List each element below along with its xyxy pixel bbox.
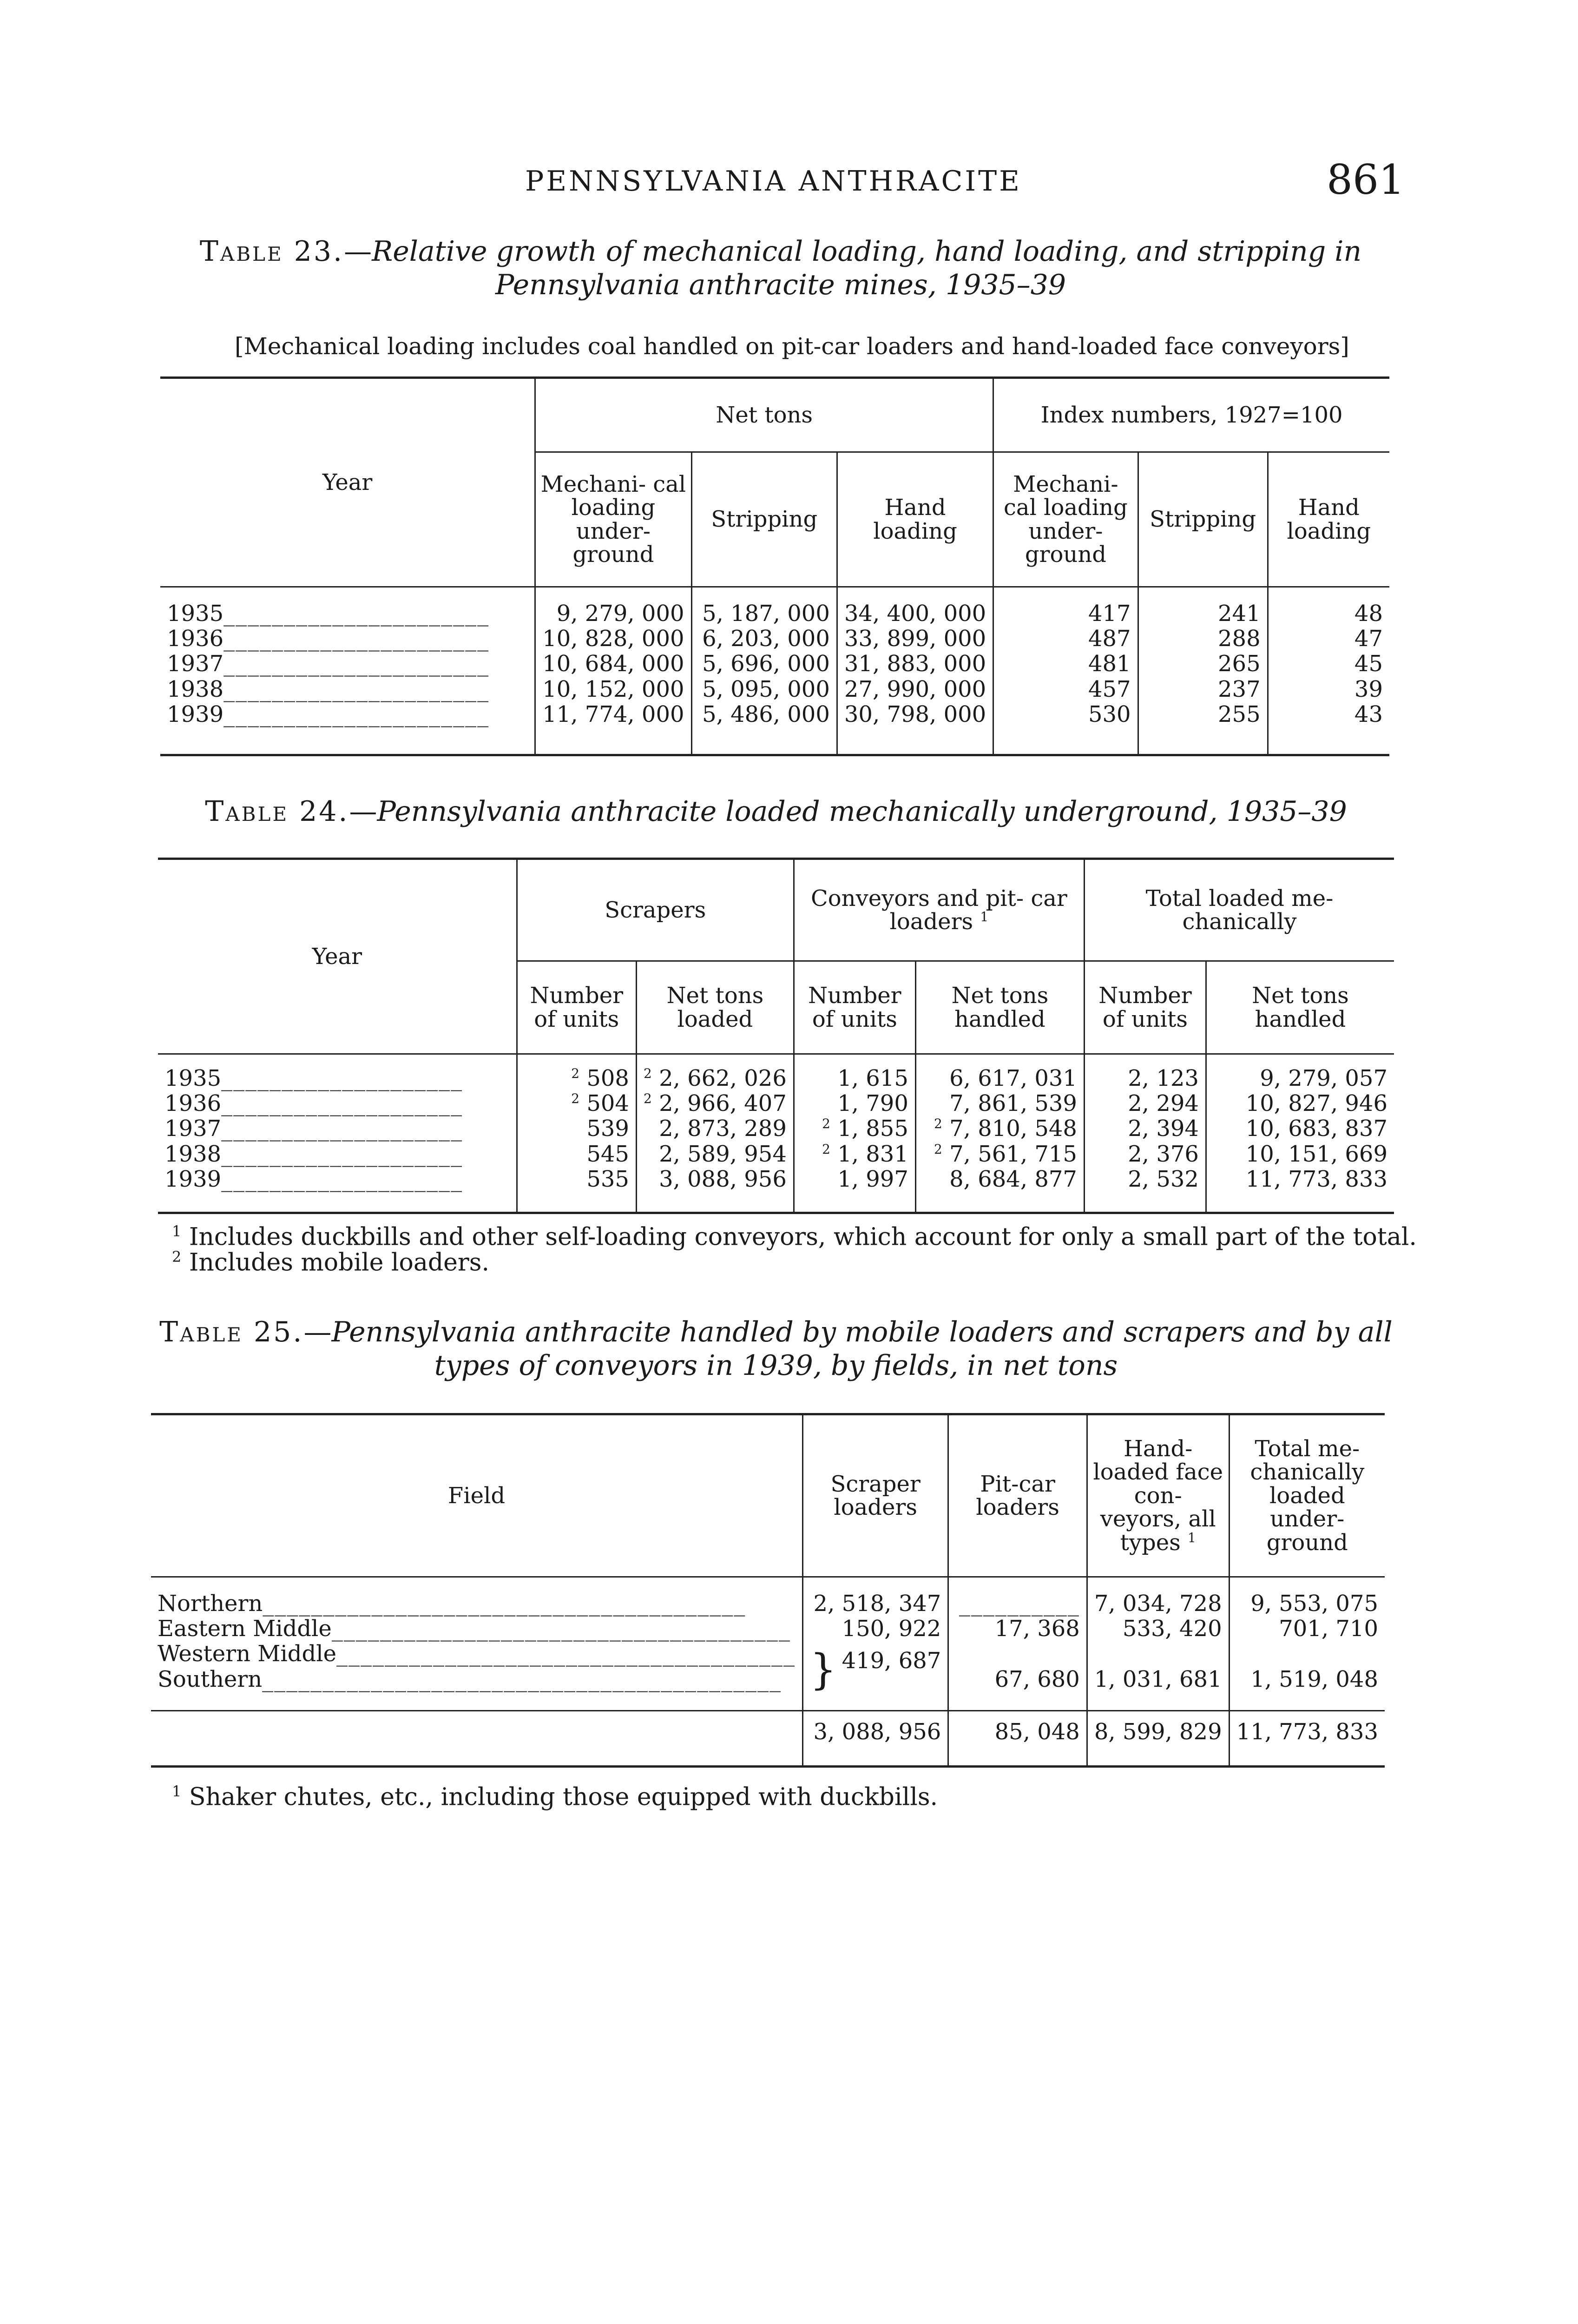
cell-value: 419, 687 [842,1648,941,1674]
table-24-year-header: Year [158,859,517,1054]
cell: 10, 827, 946 [1206,1091,1394,1116]
cell: 237 [1138,677,1268,702]
footnote-ref: 2 [934,1141,942,1157]
year: 1939 [167,701,224,728]
footnote-ref: 1 [980,909,989,924]
year: 1937 [167,651,224,677]
year: 1935 [167,600,224,627]
cell: 1, 790 [837,1090,908,1116]
table-row: 1937______________________ 10, 684, 000 5, 696, 000 31, 883, 000 481 265 45 [160,651,1389,676]
cell: 27, 990, 000 [837,677,993,702]
cell: 545 [586,1141,629,1167]
table-23-index-hand-header: Hand loading [1268,452,1389,587]
cell: 45 [1268,651,1389,676]
cell: 7, 810, 548 [949,1116,1077,1142]
cell: 2, 518, 347 [802,1591,948,1616]
table-row: Southern___________________________________________ [158,1666,782,1692]
table-25-scraper-header: Scraper loaders [802,1414,948,1577]
footnote-number: 2 [172,1248,182,1266]
cell: 457 [993,677,1138,702]
cell: 10, 151, 669 [1206,1142,1394,1167]
table-row: 1939______________________ 11, 774, 000 5, 486, 000 30, 798, 000 530 255 43 [160,702,1389,727]
cell: 6, 203, 000 [691,626,837,651]
table-row: 1937____________________ 539 2, 873, 289 $^2$ 1, 855 $^2$ 7, 810, 548 2, 394 10, 683, 837 [158,1116,1394,1141]
cell: 3, 088, 956 [802,1710,948,1752]
cell: 2, 123 [1084,1066,1206,1091]
cell: 30, 798, 000 [837,702,993,727]
cell: 265 [1138,651,1268,676]
table-23-headnote: [Mechanical loading includes coal handled on pit-car loaders and hand-loaded face conveyors] [235,333,1349,360]
footnote-ref: 2 [822,1116,830,1132]
cell: 535 [586,1166,629,1193]
table-25-caption: Table 25.—Pennsylvania anthracite handled by mobile loaders and scrapers and by all types of conveyors in 1939, by fields, in net tons [159,1316,1393,1382]
footnote-number: 1 [172,1783,182,1800]
table-23-hand-header: Hand loading [837,452,993,587]
year: 1939 [164,1166,222,1193]
year: 1936 [164,1090,222,1116]
cell: 2, 532 [1084,1167,1206,1192]
table-24-conveyor-units-header: Number of units [794,961,915,1054]
table-24-title: Pennsylvania anthracite loaded mechanically underground, 1935–39 [377,795,1347,828]
table-24-scraper-units-header: Number of units [517,961,636,1054]
footnote-ref: 2 [643,1090,652,1106]
table-row: 1938______________________ 10, 152, 000 5, 095, 000 27, 990, 000 457 237 39 [160,677,1389,702]
cell: 255 [1138,702,1268,727]
year: 1936 [167,625,224,652]
table-row: 1938____________________ 545 2, 589, 954 $^2$ 1, 831 $^2$ 7, 561, 715 2, 376 10, 151, 669 [158,1142,1394,1167]
cell: 5, 187, 000 [691,601,837,626]
cell: 2, 873, 289 [659,1116,787,1142]
cell: 508 [586,1065,629,1091]
footnote-ref: 1 [1188,1530,1196,1545]
table-23-year-header: Year [160,378,535,587]
cell: 11, 774, 000 [535,702,691,727]
table-25-total-header: Total me- chanically loaded under- ground [1229,1414,1385,1577]
cell: 67, 680 [948,1641,1087,1692]
field: Western Middle [158,1641,336,1667]
table-25 [151,1413,1385,1768]
year: 1937 [164,1116,222,1142]
cell: 2, 294 [1084,1091,1206,1116]
cell: 1, 519, 048 [1229,1641,1385,1692]
table-row: Eastern Middle______________________________________ 150, 922 17, 368 533, 420 701, 710 [151,1616,1385,1641]
year: 1935 [164,1065,222,1091]
cell: 1, 997 [837,1166,908,1193]
cell: 9, 279, 000 [535,601,691,626]
cell: 504 [586,1090,629,1116]
table-23-index-group: Index numbers, 1927=100 [993,378,1389,452]
field: Eastern Middle [158,1615,332,1642]
cell: 533, 420 [1087,1616,1229,1641]
cell: 17, 368 [948,1616,1087,1641]
running-header: PENNSYLVANIA ANTHRACITE [525,165,1022,198]
table-row: 1935____________________ $^2$ 508 $^2$ 2, 662, 026 1, 615 6, 617, 031 2, 123 9, 279, 057 [158,1066,1394,1091]
footnote-text: Includes mobile loaders. [189,1248,489,1277]
cell: 2, 966, 407 [659,1090,787,1116]
cell: 288 [1138,626,1268,651]
cell: 1, 855 [837,1116,908,1142]
table-24-conveyors-group [794,859,1084,961]
footnote-text: Shaker chutes, etc., including those equipped with duckbills. [189,1783,938,1811]
cell: 701, 710 [1229,1616,1385,1641]
footnote-ref: 2 [822,1141,830,1157]
cell: } 419, 687 [802,1641,948,1692]
table-24-label: Table 24. [205,795,349,828]
cell: 487 [993,626,1138,651]
footnote-number: 1 [172,1222,182,1240]
table-24-total-units-header: Number of units [1084,961,1206,1054]
table-23-strip-header: Stripping [691,452,837,587]
table-total-row [151,1710,1385,1752]
table-25-pitcar-header: Pit-car loaders [948,1414,1087,1577]
table-24-conveyor-tons-header: Net tons handled [915,961,1084,1054]
table-25-hand-header [1087,1414,1229,1577]
cell: 481 [993,651,1138,676]
cell: 1, 031, 681 [1087,1641,1229,1692]
cell: __________ [948,1591,1087,1616]
cell: 2, 589, 954 [659,1141,787,1167]
cell: 241 [1138,601,1268,626]
cell: 43 [1268,702,1389,727]
cell: 2, 662, 026 [659,1065,787,1091]
footnote-ref: 2 [643,1065,652,1081]
table-23-mech-header: Mechani- cal loading under- ground [535,452,691,587]
table-row: 1935______________________ 9, 279, 000 5, 187, 000 34, 400, 000 417 241 48 [160,601,1389,626]
field: Northern [158,1590,263,1617]
footnote-ref: 2 [571,1065,580,1081]
conveyors-group-label: Conveyors and pit- car loaders [811,885,1067,935]
cell: 1, 831 [837,1141,908,1167]
cell: 10, 683, 837 [1206,1116,1394,1141]
cell: 8, 599, 829 [1087,1710,1229,1752]
table-25-label: Table 25. [159,1316,304,1348]
field: Southern [158,1666,263,1692]
cell: 11, 773, 833 [1206,1167,1394,1192]
cell: 47 [1268,626,1389,651]
table-23-title: Relative growth of mechanical loading, hand loading, and stripping in Pennsylvania anthracite mines, 1935–39 [372,235,1362,301]
table-row: 1936______________________ 10, 828, 000 6, 203, 000 33, 899, 000 487 288 47 [160,626,1389,651]
cell: 11, 773, 833 [1229,1710,1385,1752]
cell: 2, 394 [1084,1116,1206,1141]
table-24-total-tons-header: Net tons handled [1206,961,1394,1054]
hand-header-label: Hand- loaded face con- veyors, all types [1093,1436,1223,1556]
table-24-scraper-tons-header: Net tons loaded [636,961,794,1054]
cell: 5, 486, 000 [691,702,837,727]
cell: 10, 684, 000 [535,651,691,676]
footnote-ref: 2 [934,1116,942,1132]
cell: 417 [993,601,1138,626]
cell: 31, 883, 000 [837,651,993,676]
cell: 2, 376 [1084,1142,1206,1167]
table-23 [160,376,1389,756]
year: 1938 [164,1141,222,1167]
page-number: 861 [1327,156,1405,204]
cell: 5, 696, 000 [691,651,837,676]
cell: 6, 617, 031 [949,1065,1077,1091]
cell: 530 [993,702,1138,727]
table-24-footnote-2 [172,1248,489,1277]
cell: 10, 152, 000 [535,677,691,702]
cell: 539 [586,1116,629,1142]
cell: 1, 615 [837,1065,908,1091]
table-24-scrapers-group: Scrapers [517,859,794,961]
cell: 10, 828, 000 [535,626,691,651]
table-23-label: Table 23. [199,235,344,268]
cell: 33, 899, 000 [837,626,993,651]
table-24-total-group: Total loaded me- chanically [1084,859,1394,961]
table-23-caption: Table 23.—Relative growth of mechanical loading, hand loading, and stripping in Pennsylvania anthracite mines, 1935–39 [199,235,1362,301]
table-25-field-header: Field [151,1414,802,1577]
table-23-index-strip-header: Stripping [1138,452,1268,587]
cell: 7, 561, 715 [949,1141,1077,1167]
cell: 48 [1268,601,1389,626]
table-row: 1936____________________ $^2$ 504 $^2$ 2, 966, 407 1, 790 7, 861, 539 2, 294 10, 827, 946 [158,1091,1394,1116]
cell: 34, 400, 000 [837,601,993,626]
table-24-footnote-1 [172,1222,1417,1252]
table-23-index-mech-header: Mechani- cal loading under- ground [993,452,1138,587]
table-23-net-tons-group: Net tons [535,378,993,452]
footnote-ref: 2 [571,1090,580,1106]
cell: 7, 034, 728 [1087,1591,1229,1616]
table-25-footnote-1 [172,1783,938,1812]
table-row: Northern________________________________________ 2, 518, 347 __________ 7, 034, 728 9, 553, 075 [151,1591,1385,1616]
cell: 8, 684, 877 [949,1166,1077,1193]
cell: 39 [1268,677,1389,702]
cell: 9, 553, 075 [1229,1591,1385,1616]
table-25-title: Pennsylvania anthracite handled by mobile loaders and scrapers and by all types of conveyors in 1939, by fields, in net tons [331,1316,1393,1382]
cell: 5, 095, 000 [691,677,837,702]
table-row: Western Middle______________________________________ } 419, 687 67, 680 1, 031, 681 1, 519, 048 [151,1641,1385,1666]
cell: 150, 922 [802,1616,948,1641]
cell: 3, 088, 956 [659,1166,787,1193]
cell: 9, 279, 057 [1206,1066,1394,1091]
table-24-caption: Table 24.—Pennsylvania anthracite loaded mechanically underground, 1935–39 [205,795,1347,828]
year: 1938 [167,676,224,702]
table-24 [158,858,1394,1214]
footnote-text: Includes duckbills and other self-loading conveyors, which account for only a small part of the total. [189,1223,1417,1251]
cell: 85, 048 [948,1710,1087,1752]
cell: 7, 861, 539 [949,1090,1077,1116]
table-row: 1939____________________ 535 3, 088, 956 1, 997 8, 684, 877 2, 532 11, 773, 833 [158,1167,1394,1192]
